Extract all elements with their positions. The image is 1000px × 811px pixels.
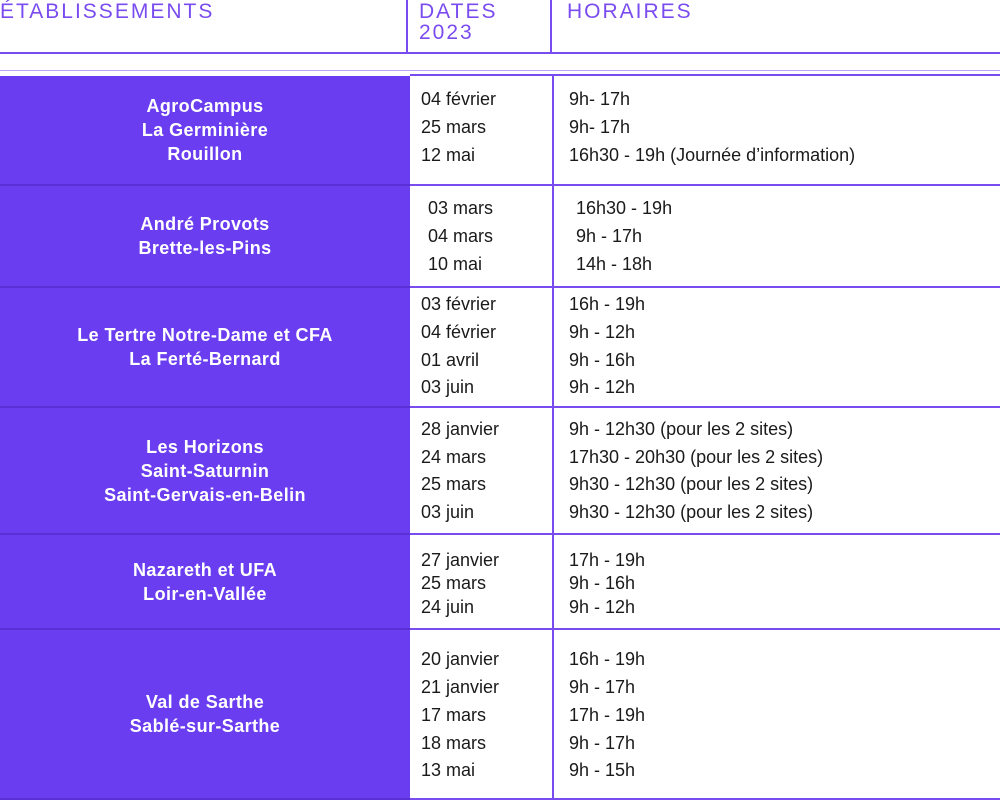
- etablissement-name-line: Le Tertre Notre-Dame et CFA: [77, 325, 333, 345]
- etablissement-name-line: La Ferté-Bernard: [129, 349, 281, 369]
- horaire-value: 17h - 19h: [569, 705, 646, 725]
- date-value: 25 mars: [421, 117, 487, 137]
- date-value: 24 mars: [421, 447, 487, 467]
- horaire-value: 9h- 17h: [569, 117, 631, 137]
- horaires-cell: [554, 186, 1000, 286]
- horaire-value: 9h - 12h: [569, 377, 636, 397]
- horaires-cell: [554, 288, 1000, 406]
- horaire-value: 9h - 17h: [576, 226, 643, 246]
- horaire-value: 17h30 - 20h30 (pour les 2 sites): [569, 447, 824, 467]
- etablissement-name: [138, 212, 271, 260]
- etablissement-name: [77, 323, 333, 371]
- etablissement-name-line: Saint-Saturnin: [140, 460, 270, 481]
- horaire-value: 16h - 19h: [569, 294, 646, 314]
- horaire-value: 9h - 15h: [569, 760, 636, 780]
- dates-cell: [410, 630, 554, 798]
- etablissement-name-line: Loir-en-Vallée: [143, 583, 267, 604]
- date-value: 04 mars: [428, 226, 494, 246]
- date-value: 03 juin: [421, 377, 475, 397]
- date-value: 24 juin: [421, 597, 475, 617]
- table-row: [0, 186, 1000, 286]
- etablissement-name-line: Sablé-sur-Sarthe: [129, 716, 281, 736]
- table-row: [0, 288, 1000, 406]
- etablissement-cell: [0, 288, 410, 406]
- horaire-value: 9h30 - 12h30 (pour les 2 sites): [569, 474, 814, 494]
- etablissement-name-line: Nazareth et UFA: [132, 559, 278, 580]
- etablissement-name-line: Saint-Gervais-en-Belin: [104, 484, 306, 505]
- etablissement-name: [142, 94, 268, 166]
- table-row: [0, 535, 1000, 628]
- horaire-value: 9h - 17h: [569, 677, 636, 697]
- header-etablissements: ÉTABLISSEMENTS: [0, 0, 215, 23]
- horaire-value: 9h - 12h: [569, 597, 636, 617]
- row-divider: [410, 798, 1000, 800]
- etablissement-name-line: Brette-les-Pins: [138, 238, 272, 258]
- date-value: 10 mai: [428, 254, 483, 274]
- horaires-cell: [554, 630, 1000, 798]
- date-value: 28 janvier: [421, 419, 500, 439]
- horaires-cell: [554, 535, 1000, 628]
- etablissement-name-line: André Provots: [140, 214, 270, 234]
- horaires-cell: [554, 76, 1000, 184]
- header-dates-line1: DATES: [419, 0, 498, 23]
- horaire-value: 9h - 12h: [569, 322, 636, 342]
- dates-cell: [410, 186, 554, 286]
- table-top-border: [410, 74, 1000, 76]
- horaire-value: 9h - 17h: [569, 733, 636, 753]
- date-value: 03 juin: [421, 502, 475, 522]
- date-value: 18 mars: [421, 733, 487, 753]
- date-value: 17 mars: [421, 705, 487, 725]
- header-dates-line2: 2023: [419, 21, 474, 44]
- etablissement-cell: [0, 630, 410, 798]
- table-row: [0, 408, 1000, 533]
- date-value: 04 février: [421, 322, 497, 342]
- date-value: 03 février: [421, 294, 497, 314]
- date-value: 03 mars: [428, 198, 494, 218]
- dates-cell: [410, 288, 554, 406]
- date-value: 21 janvier: [421, 677, 500, 697]
- horaire-value: 9h - 12h30 (pour les 2 sites): [569, 419, 794, 439]
- etablissement-name-line: AgroCampus: [146, 96, 264, 116]
- horaire-value: 16h - 19h: [569, 649, 646, 669]
- horaire-value: 9h - 16h: [569, 573, 636, 593]
- etablissement-cell: [0, 76, 410, 184]
- etablissement-name: [104, 435, 306, 507]
- horaire-value: 9h - 16h: [569, 350, 636, 370]
- row-divider-left: [0, 798, 410, 800]
- horaire-value: 16h30 - 19h: [576, 198, 673, 218]
- etablissement-name-line: La Germinière: [141, 120, 269, 140]
- date-value: 25 mars: [421, 474, 487, 494]
- etablissement-cell: [0, 186, 410, 286]
- header-horaires: HORAIRES: [550, 0, 1000, 52]
- table-header: [0, 0, 1000, 54]
- horaire-value: 9h30 - 12h30 (pour les 2 sites): [569, 502, 814, 522]
- etablissement-name-line: Les Horizons: [146, 436, 264, 457]
- date-value: 25 mars: [421, 573, 487, 593]
- etablissement-name-line: Rouillon: [167, 144, 243, 164]
- horaire-value: 14h - 18h: [576, 254, 653, 274]
- dates-cell: [410, 408, 554, 533]
- horaires-cell: [554, 408, 1000, 533]
- etablissement-name-line: Val de Sarthe: [145, 692, 265, 712]
- etablissement-cell: [0, 408, 410, 533]
- table-row: [0, 76, 1000, 184]
- dates-cell: [410, 76, 554, 184]
- date-value: 13 mai: [421, 760, 476, 780]
- etablissement-name: [130, 690, 280, 738]
- date-value: 01 avril: [421, 350, 480, 370]
- date-value: 27 janvier: [421, 550, 500, 570]
- table-row: [0, 630, 1000, 798]
- horaire-value: 17h - 19h: [569, 550, 646, 570]
- header-dates: [406, 0, 550, 52]
- horaire-value: 16h30 - 19h (Journée d’information): [569, 145, 856, 165]
- date-value: 04 février: [421, 89, 497, 109]
- etablissement-name: [133, 558, 277, 606]
- date-value: 20 janvier: [421, 649, 500, 669]
- etablissement-cell: [0, 535, 410, 628]
- dates-cell: [410, 535, 554, 628]
- horaire-value: 9h- 17h: [569, 89, 631, 109]
- date-value: 12 mai: [421, 145, 476, 165]
